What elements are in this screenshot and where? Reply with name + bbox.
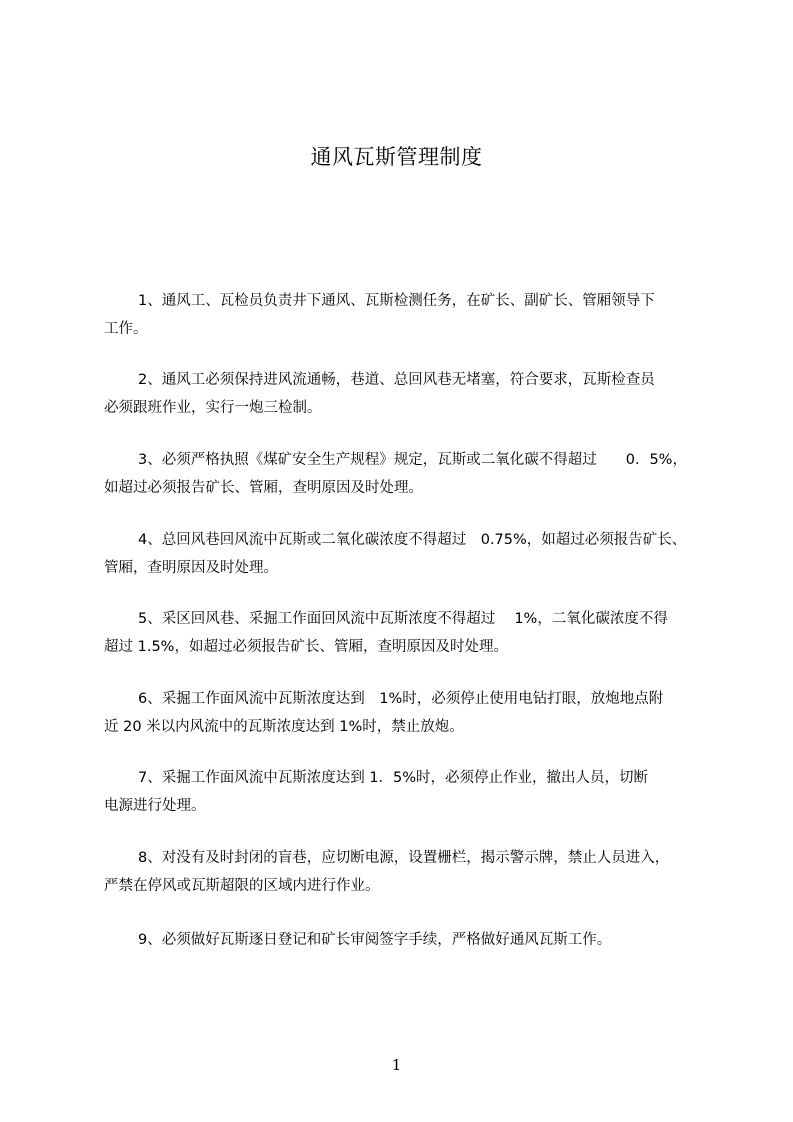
paragraph-line: 近 20 米以内风流中的瓦斯浓度达到 1%时，禁止放炮。 bbox=[104, 719, 464, 735]
paragraph-line: 1、通风工、瓦检员负责井下通风、瓦斯检测任务，在矿长、副矿长、管厢领导下 bbox=[138, 293, 655, 309]
paragraph-line: 超过 1.5%，如超过必须报告矿长、管厢，查明原因及时处理。 bbox=[104, 639, 508, 655]
paragraph-line: 2、通风工必须保持进风流通畅，巷道、总回风巷无堵塞，符合要求，瓦斯检查员 bbox=[138, 372, 655, 388]
paragraph-line: 9、必须做好瓦斯逐日登记和矿长审阅签字手续，严格做好通风瓦斯工作。 bbox=[138, 932, 612, 948]
paragraph-line: 4、总回风巷回风流中瓦斯或二氧化碳浓度不得超过 0.75%，如超过必须报告矿长、 bbox=[138, 532, 687, 548]
paragraph-line: 3、必须严格执照《煤矿安全生产规程》规定，瓦斯或二氧化碳不得超过 0．5%， bbox=[138, 452, 687, 468]
paragraph-line: 6、采掘工作面风流中瓦斯浓度达到 1%时，必须停止使用电钻打眼，放炮地点附 bbox=[138, 691, 664, 707]
page-number: 1 bbox=[391, 1056, 402, 1074]
paragraph-line: 必须跟班作业，实行一炮三检制。 bbox=[104, 400, 322, 416]
paragraph-line: 5、采区回风巷、采掘工作面回风流中瓦斯浓度不得超过 1%，二氧化碳浓度不得 bbox=[138, 611, 668, 627]
paragraph-line: 工作。 bbox=[104, 321, 148, 337]
paragraph-line: 管厢，查明原因及时处理。 bbox=[104, 560, 278, 576]
document-title: 通风瓦斯管理制度 bbox=[310, 145, 483, 169]
paragraph-line: 7、采掘工作面风流中瓦斯浓度达到 1．5%时，必须停止作业，撤出人员，切断 bbox=[138, 770, 649, 786]
paragraph-line: 电源进行处理。 bbox=[104, 798, 206, 814]
paragraph-line: 8、对没有及时封闭的盲巷，应切断电源，设置栅栏，揭示警示牌，禁止人员进入， bbox=[138, 850, 670, 866]
paragraph-line: 如超过必须报告矿长、管厢，查明原因及时处理。 bbox=[104, 480, 423, 496]
paragraph-line: 严禁在停风或瓦斯超限的区域内进行作业。 bbox=[104, 878, 380, 894]
